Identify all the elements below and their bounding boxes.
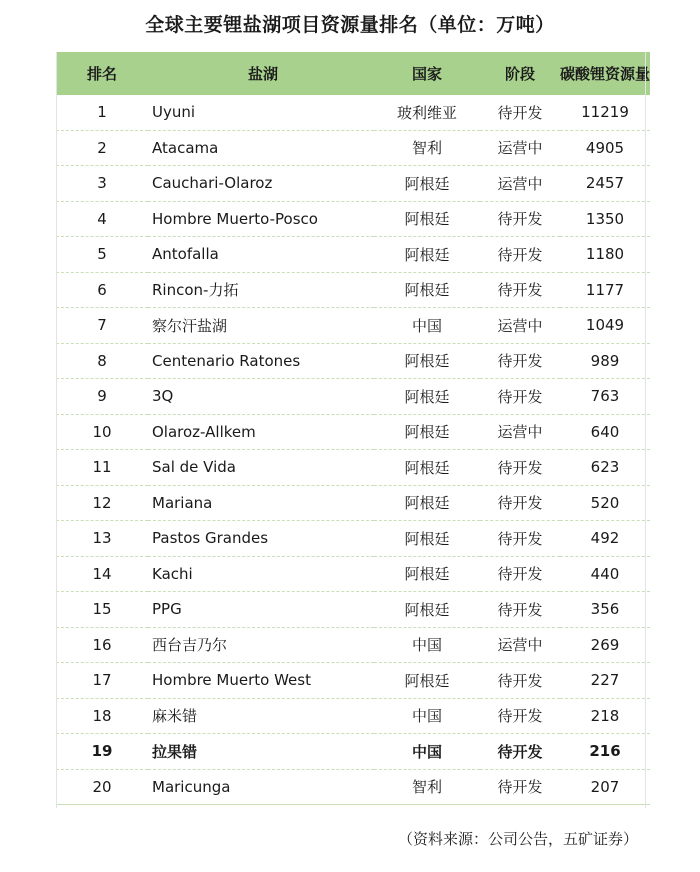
cell-rank: 18	[56, 698, 148, 734]
table-row	[56, 450, 650, 486]
table-row	[56, 201, 650, 237]
cell-country: 阿根廷	[374, 592, 480, 628]
header-country: 国家	[374, 52, 480, 95]
cell-resource: 4905	[560, 130, 650, 166]
cell-resource: 1177	[560, 272, 650, 308]
cell-stage: 运营中	[480, 308, 560, 344]
cell-resource: 1180	[560, 237, 650, 273]
cell-stage: 待开发	[480, 521, 560, 557]
cell-rank: 8	[56, 343, 148, 379]
table-row	[56, 592, 650, 628]
cell-lake: 拉果错	[148, 734, 374, 770]
cell-stage: 待开发	[480, 201, 560, 237]
cell-rank: 12	[56, 485, 148, 521]
table-row	[56, 130, 650, 166]
cell-stage: 待开发	[480, 272, 560, 308]
cell-lake: Kachi	[148, 556, 374, 592]
cell-lake: 麻米错	[148, 698, 374, 734]
cell-lake: Olaroz-Allkem	[148, 414, 374, 450]
table-row	[56, 343, 650, 379]
cell-resource: 356	[560, 592, 650, 628]
cell-rank: 2	[56, 130, 148, 166]
cell-country: 阿根廷	[374, 237, 480, 273]
cell-resource: 763	[560, 379, 650, 415]
table-row	[56, 272, 650, 308]
cell-lake: 察尔汗盐湖	[148, 308, 374, 344]
cell-lake: Centenario Ratones	[148, 343, 374, 379]
cell-country: 中国	[374, 308, 480, 344]
cell-stage: 运营中	[480, 414, 560, 450]
table-row	[56, 627, 650, 663]
cell-rank: 1	[56, 95, 148, 130]
cell-stage: 待开发	[480, 237, 560, 273]
cell-stage: 运营中	[480, 130, 560, 166]
cell-stage: 待开发	[480, 379, 560, 415]
cell-stage: 运营中	[480, 166, 560, 202]
cell-rank: 16	[56, 627, 148, 663]
cell-country: 阿根廷	[374, 343, 480, 379]
cell-resource: 11219	[560, 95, 650, 130]
cell-rank: 11	[56, 450, 148, 486]
cell-resource: 440	[560, 556, 650, 592]
cell-country: 阿根廷	[374, 272, 480, 308]
cell-country: 阿根廷	[374, 663, 480, 699]
source-note: （资料来源：公司公告，五矿证券）	[397, 830, 638, 848]
cell-resource: 227	[560, 663, 650, 699]
cell-rank: 13	[56, 521, 148, 557]
cell-resource: 269	[560, 627, 650, 663]
cell-lake: Uyuni	[148, 95, 374, 130]
cell-rank: 3	[56, 166, 148, 202]
cell-rank: 4	[56, 201, 148, 237]
cell-lake: PPG	[148, 592, 374, 628]
cell-lake: Pastos Grandes	[148, 521, 374, 557]
cell-lake: Rincon-力拓	[148, 272, 374, 308]
table-body	[56, 95, 650, 805]
cell-resource: 640	[560, 414, 650, 450]
cell-country: 阿根廷	[374, 521, 480, 557]
cell-stage: 待开发	[480, 485, 560, 521]
table-row	[56, 237, 650, 273]
table-row	[56, 769, 650, 805]
cell-rank: 19	[56, 734, 148, 770]
table-row	[56, 95, 650, 130]
table-row	[56, 166, 650, 202]
header-resource: 碳酸锂资源量	[560, 52, 650, 95]
cell-country: 阿根廷	[374, 485, 480, 521]
cell-rank: 9	[56, 379, 148, 415]
cell-country: 阿根廷	[374, 450, 480, 486]
cell-resource: 216	[560, 734, 650, 770]
header-lake: 盐湖	[148, 52, 374, 95]
table-header-row	[56, 52, 650, 95]
cell-stage: 待开发	[480, 663, 560, 699]
cell-resource: 492	[560, 521, 650, 557]
cell-lake: Hombre Muerto West	[148, 663, 374, 699]
table-row	[56, 698, 650, 734]
cell-resource: 1350	[560, 201, 650, 237]
cell-stage: 待开发	[480, 556, 560, 592]
cell-resource: 218	[560, 698, 650, 734]
table-row	[56, 379, 650, 415]
cell-rank: 5	[56, 237, 148, 273]
table-row	[56, 521, 650, 557]
cell-rank: 20	[56, 769, 148, 805]
cell-stage: 待开发	[480, 95, 560, 130]
page-title: 全球主要锂盐湖项目资源量排名（单位：万吨）	[145, 14, 555, 36]
cell-country: 智利	[374, 130, 480, 166]
cell-rank: 14	[56, 556, 148, 592]
cell-rank: 7	[56, 308, 148, 344]
cell-lake: Cauchari-Olaroz	[148, 166, 374, 202]
cell-resource: 623	[560, 450, 650, 486]
cell-country: 阿根廷	[374, 166, 480, 202]
cell-lake: Mariana	[148, 485, 374, 521]
cell-country: 阿根廷	[374, 201, 480, 237]
cell-resource: 989	[560, 343, 650, 379]
cell-resource: 520	[560, 485, 650, 521]
cell-country: 玻利维亚	[374, 95, 480, 130]
table-row	[56, 485, 650, 521]
cell-stage: 运营中	[480, 627, 560, 663]
table-row	[56, 663, 650, 699]
cell-lake: Maricunga	[148, 769, 374, 805]
cell-country: 中国	[374, 627, 480, 663]
cell-rank: 10	[56, 414, 148, 450]
cell-rank: 15	[56, 592, 148, 628]
cell-lake: Antofalla	[148, 237, 374, 273]
cell-stage: 待开发	[480, 734, 560, 770]
cell-lake: Atacama	[148, 130, 374, 166]
cell-rank: 6	[56, 272, 148, 308]
cell-stage: 待开发	[480, 343, 560, 379]
cell-resource: 2457	[560, 166, 650, 202]
cell-stage: 待开发	[480, 450, 560, 486]
cell-country: 智利	[374, 769, 480, 805]
cell-lake: 3Q	[148, 379, 374, 415]
cell-stage: 待开发	[480, 592, 560, 628]
cell-country: 中国	[374, 698, 480, 734]
cell-country: 阿根廷	[374, 556, 480, 592]
cell-country: 中国	[374, 734, 480, 770]
table-row	[56, 556, 650, 592]
cell-lake: Hombre Muerto-Posco	[148, 201, 374, 237]
header-rank: 排名	[56, 52, 148, 95]
header-stage: 阶段	[480, 52, 560, 95]
cell-resource: 1049	[560, 308, 650, 344]
table-row	[56, 308, 650, 344]
cell-stage: 待开发	[480, 698, 560, 734]
cell-lake: Sal de Vida	[148, 450, 374, 486]
cell-resource: 207	[560, 769, 650, 805]
table-row	[56, 414, 650, 450]
cell-country: 阿根廷	[374, 379, 480, 415]
cell-rank: 17	[56, 663, 148, 699]
cell-country: 阿根廷	[374, 414, 480, 450]
cell-lake: 西台吉乃尔	[148, 627, 374, 663]
table-row	[56, 734, 650, 770]
cell-stage: 待开发	[480, 769, 560, 805]
lithium-ranking-table	[56, 52, 650, 805]
